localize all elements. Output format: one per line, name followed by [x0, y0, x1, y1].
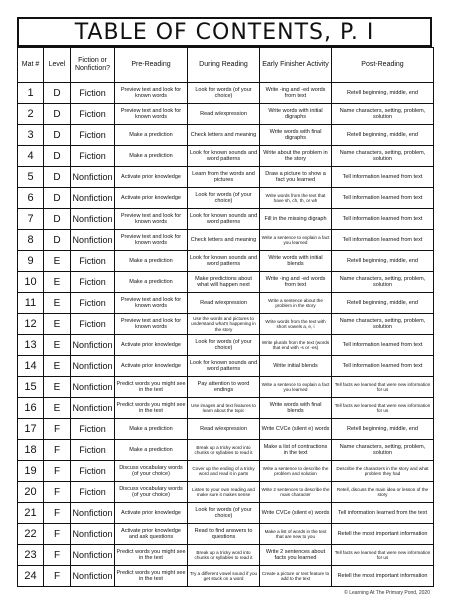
during-reading: Look for words (of your choice) [188, 83, 260, 104]
early-finisher: Write words with final digraphs [260, 125, 332, 146]
level: E [44, 356, 71, 377]
early-finisher: Write words with final blends [260, 398, 332, 419]
early-finisher: Write CVCe (silent e) words [260, 419, 332, 440]
post-reading: Name characters, setting, problem, solution [332, 104, 434, 125]
header-post-reading: Post-Reading [332, 48, 434, 83]
level: D [44, 104, 71, 125]
pre-reading: Predict words you might see in the text [115, 545, 188, 566]
post-reading: Tell facts we learned that were new information for us [332, 398, 434, 419]
mat-number: 6 [18, 188, 44, 209]
mat-number: 2 [18, 104, 44, 125]
level: E [44, 314, 71, 335]
table-row [18, 356, 434, 377]
level: E [44, 272, 71, 293]
table-row [18, 272, 434, 293]
early-finisher: Write -ing and -ed words from text [260, 83, 332, 104]
pre-reading: Make a prediction [115, 440, 188, 461]
pre-reading: Activate prior knowledge [115, 188, 188, 209]
table-row [18, 335, 434, 356]
table-row [18, 146, 434, 167]
header-early-finisher: Early Finisher Activity [260, 48, 332, 83]
early-finisher: Write initial blends [260, 356, 332, 377]
pre-reading: Activate prior knowledge and ask questions [115, 524, 188, 545]
during-reading: Look for known sounds and word patterns [188, 209, 260, 230]
mat-number: 9 [18, 251, 44, 272]
level: E [44, 377, 71, 398]
post-reading: Retell the most important information [332, 524, 434, 545]
post-reading: Retell, discuss the main idea or lesson of the story [332, 482, 434, 503]
header-mat: Mat # [18, 48, 44, 83]
mat-number: 24 [18, 566, 44, 587]
during-reading: Read w/expression [188, 104, 260, 125]
level: D [44, 146, 71, 167]
pre-reading: Preview text and look for known words [115, 209, 188, 230]
fiction-type: Nonfiction [71, 167, 115, 188]
during-reading: Cover up the ending of a tricky word and read it in parts [188, 461, 260, 482]
mat-number: 8 [18, 230, 44, 251]
header-level: Level [44, 48, 71, 83]
early-finisher: Write plurals from the text (words that end with -s or -es) [260, 335, 332, 356]
during-reading: Look for known sounds and word patterns [188, 251, 260, 272]
during-reading: Make predictions about what will happen next [188, 272, 260, 293]
header-pre-reading: Pre-Reading [115, 48, 188, 83]
during-reading: Break up a tricky word into chunks or syllables to read it [188, 545, 260, 566]
during-reading: Listen to your own reading and make sure it makes sense [188, 482, 260, 503]
fiction-type: Fiction [71, 314, 115, 335]
early-finisher: Write a sentence to explain a fact you learned [260, 230, 332, 251]
early-finisher: Write CVCe (silent e) words [260, 503, 332, 524]
fiction-type: Nonfiction [71, 377, 115, 398]
fiction-type: Fiction [71, 125, 115, 146]
level: F [44, 566, 71, 587]
during-reading: Read to find answers to questions [188, 524, 260, 545]
early-finisher: Write words from the text that have sh, ch, th, or wh [260, 188, 332, 209]
mat-number: 14 [18, 356, 44, 377]
mat-number: 22 [18, 524, 44, 545]
fiction-type: Nonfiction [71, 188, 115, 209]
mat-number: 3 [18, 125, 44, 146]
header-row [18, 48, 434, 83]
early-finisher: Write words with initial digraphs [260, 104, 332, 125]
early-finisher: Write a sentence about the problem in the story [260, 293, 332, 314]
fiction-type: Fiction [71, 440, 115, 461]
post-reading: Tell information learned from text [332, 335, 434, 356]
mat-number: 18 [18, 440, 44, 461]
pre-reading: Predict words you might see in the text [115, 398, 188, 419]
table-row [18, 545, 434, 566]
early-finisher: Write a sentence to describe the problem and solution [260, 461, 332, 482]
during-reading: Look for known sounds and word patterns [188, 146, 260, 167]
level: F [44, 524, 71, 545]
fiction-type: Fiction [71, 461, 115, 482]
mat-number: 21 [18, 503, 44, 524]
fiction-type: Nonfiction [71, 209, 115, 230]
fiction-type: Fiction [71, 104, 115, 125]
early-finisher: Create a picture or text feature to add to the text [260, 566, 332, 587]
pre-reading: Make a prediction [115, 251, 188, 272]
during-reading: Check letters and meaning [188, 230, 260, 251]
early-finisher: Write -ing and -ed words from text [260, 272, 332, 293]
post-reading: Retell beginning, middle, end [332, 251, 434, 272]
fiction-type: Nonfiction [71, 503, 115, 524]
fiction-type: Fiction [71, 146, 115, 167]
fiction-type: Fiction [71, 251, 115, 272]
pre-reading: Discuss vocabulary words (of your choice) [115, 482, 188, 503]
pre-reading: Preview text and look for known words [115, 83, 188, 104]
pre-reading: Make a prediction [115, 146, 188, 167]
fiction-type: Nonfiction [71, 230, 115, 251]
table-row [18, 314, 434, 335]
table-row [18, 293, 434, 314]
during-reading: Pay attention to word endings [188, 377, 260, 398]
during-reading: Use images and text features to learn about the topic [188, 398, 260, 419]
post-reading: Retell beginning, middle, end [332, 83, 434, 104]
table-row [18, 209, 434, 230]
copyright-credit: © Learning At The Primary Pond, 2020 [344, 590, 430, 596]
pre-reading: Activate prior knowledge [115, 503, 188, 524]
fiction-type: Fiction [71, 83, 115, 104]
early-finisher: Make a list of contractions in the text [260, 440, 332, 461]
fiction-type: Fiction [71, 272, 115, 293]
fiction-type: Nonfiction [71, 335, 115, 356]
during-reading: Look for words (of your choice) [188, 188, 260, 209]
level: D [44, 167, 71, 188]
level: F [44, 440, 71, 461]
early-finisher: Write a sentence to explain a fact you learned [260, 377, 332, 398]
pre-reading: Predict words you might see in the text [115, 377, 188, 398]
pre-reading: Make a prediction [115, 419, 188, 440]
during-reading: Check letters and meaning [188, 125, 260, 146]
pre-reading: Preview text and look for known words [115, 104, 188, 125]
during-reading: Read w/expression [188, 293, 260, 314]
post-reading: Name characters, setting, problem, solution [332, 440, 434, 461]
post-reading: Tell information learned from text [332, 188, 434, 209]
level: D [44, 188, 71, 209]
early-finisher: Make a list of words in the text that are new to you [260, 524, 332, 545]
level: E [44, 293, 71, 314]
post-reading: Tell facts we learned that were new information for us [332, 545, 434, 566]
level: E [44, 335, 71, 356]
post-reading: Tell information learned from text [332, 167, 434, 188]
during-reading: Try a different vowel sound if you get stuck on a word [188, 566, 260, 587]
mat-number: 7 [18, 209, 44, 230]
post-reading: Retell beginning, middle, end [332, 293, 434, 314]
mat-number: 11 [18, 293, 44, 314]
header-during-reading: During Reading [188, 48, 260, 83]
during-reading: Break up a tricky word into chunks or syllables to read it [188, 440, 260, 461]
fiction-type: Nonfiction [71, 524, 115, 545]
fiction-type: Nonfiction [71, 398, 115, 419]
pre-reading: Discuss vocabulary words (of your choice) [115, 461, 188, 482]
early-finisher: Fill in the missing digraph [260, 209, 332, 230]
level: F [44, 419, 71, 440]
table-row [18, 461, 434, 482]
pre-reading: Preview text and look for known words [115, 293, 188, 314]
table-row [18, 503, 434, 524]
mat-number: 23 [18, 545, 44, 566]
level: D [44, 83, 71, 104]
during-reading: Look for words (of your choice) [188, 503, 260, 524]
fiction-type: Nonfiction [71, 566, 115, 587]
post-reading: Name characters, setting, problem, solution [332, 314, 434, 335]
post-reading: Tell information learned from text [332, 356, 434, 377]
early-finisher: Write words with initial blends [260, 251, 332, 272]
early-finisher: Write about the problem in the story [260, 146, 332, 167]
table-row [18, 419, 434, 440]
level: D [44, 209, 71, 230]
early-finisher: Write 2 sentences to describe the main character [260, 482, 332, 503]
post-reading: Name characters, setting, problem, solution [332, 272, 434, 293]
level: E [44, 251, 71, 272]
mat-number: 4 [18, 146, 44, 167]
table-row [18, 83, 434, 104]
table-row [18, 251, 434, 272]
post-reading: Tell facts we learned that were new information for us [332, 377, 434, 398]
level: F [44, 461, 71, 482]
during-reading: Use the words and pictures to understand what's happening in the story [188, 314, 260, 335]
mat-number: 15 [18, 377, 44, 398]
pre-reading: Predict words you might see in the text [115, 566, 188, 587]
table-row [18, 125, 434, 146]
mat-number: 16 [18, 398, 44, 419]
early-finisher: Draw a picture to show a fact you learned [260, 167, 332, 188]
post-reading: Retell beginning, middle, end [332, 419, 434, 440]
mat-number: 12 [18, 314, 44, 335]
table-row [18, 104, 434, 125]
header-fiction: Fiction or Nonfiction? [71, 48, 115, 83]
table-row [18, 377, 434, 398]
post-reading: Tell information learned from text [332, 230, 434, 251]
pre-reading: Preview text and look for known words [115, 314, 188, 335]
table-row [18, 566, 434, 587]
fiction-type: Fiction [71, 419, 115, 440]
mat-number: 20 [18, 482, 44, 503]
during-reading: Learn from the words and pictures [188, 167, 260, 188]
table-row [18, 167, 434, 188]
level: D [44, 125, 71, 146]
mat-number: 10 [18, 272, 44, 293]
post-reading: Retell beginning, middle, end [332, 125, 434, 146]
level: F [44, 482, 71, 503]
pre-reading: Activate prior knowledge [115, 335, 188, 356]
pre-reading: Preview text and look for known words [115, 230, 188, 251]
post-reading: Retell the most important information [332, 566, 434, 587]
pre-reading: Make a prediction [115, 272, 188, 293]
table-row [18, 398, 434, 419]
table-row [18, 524, 434, 545]
early-finisher: Write words from the text with short vowels a, e, i [260, 314, 332, 335]
table-body [18, 83, 434, 587]
during-reading: Look for words (of your choice) [188, 335, 260, 356]
pre-reading: Activate prior knowledge [115, 167, 188, 188]
table-row [18, 188, 434, 209]
post-reading: Name characters, setting, problem, solution [332, 146, 434, 167]
fiction-type: Nonfiction [71, 545, 115, 566]
mat-number: 5 [18, 167, 44, 188]
level: F [44, 545, 71, 566]
pre-reading: Activate prior knowledge [115, 356, 188, 377]
level: D [44, 230, 71, 251]
during-reading: Look for known sounds and word patterns [188, 356, 260, 377]
fiction-type: Fiction [71, 293, 115, 314]
mat-number: 13 [18, 335, 44, 356]
mat-number: 17 [18, 419, 44, 440]
post-reading: Tell information learned from text [332, 209, 434, 230]
pre-reading: Make a prediction [115, 125, 188, 146]
table-row [18, 230, 434, 251]
mat-number: 19 [18, 461, 44, 482]
table-row [18, 440, 434, 461]
mat-number: 1 [18, 83, 44, 104]
level: F [44, 503, 71, 524]
table-row [18, 482, 434, 503]
fiction-type: Fiction [71, 482, 115, 503]
early-finisher: Write 2 sentences about facts you learned [260, 545, 332, 566]
page-title: TABLE OF CONTENTS, P. I [17, 17, 432, 47]
fiction-type: Nonfiction [71, 356, 115, 377]
post-reading: Describe the characters in the story and what problem they had [332, 461, 434, 482]
during-reading: Read w/expression [188, 419, 260, 440]
post-reading: Tell information learned from the text [332, 503, 434, 524]
level: E [44, 398, 71, 419]
contents-table [17, 47, 434, 587]
